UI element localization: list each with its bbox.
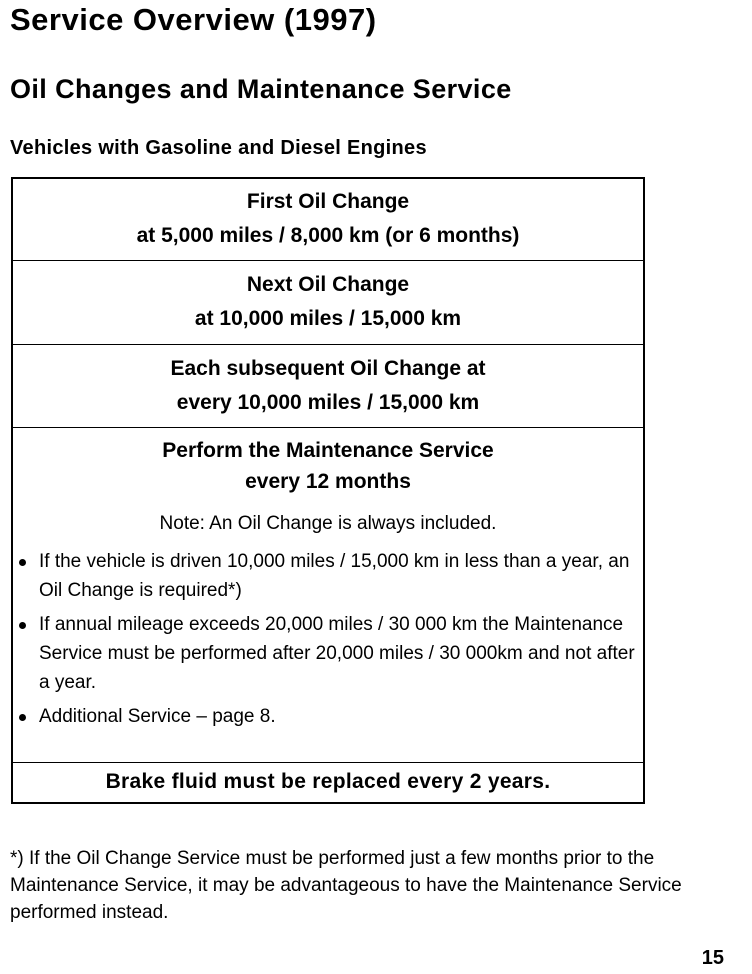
footnote: *) If the Oil Change Service must be performed just a few months prior to the Maintenance Service, it may be advantageous to have the Maintenance Service performed instead.	[10, 848, 682, 923]
maintenance-bullet-list	[13, 547, 643, 731]
first-oil-change-row	[13, 179, 643, 261]
list-item	[13, 610, 643, 697]
page-number: 15	[701, 947, 724, 969]
maintenance-service-heading: Perform the Maintenance Service	[162, 439, 494, 462]
maintenance-service-row	[13, 428, 643, 763]
vehicle-type-label: Vehicles with Gasoline and Diesel Engines	[10, 137, 427, 159]
first-oil-change-heading: First Oil Change	[246, 190, 410, 213]
bullet-text: If annual mileage exceeds 20,000 miles / 30 000 km the Maintenance Service must be performed after 20,000 miles / 30 000km and not after a year.	[39, 614, 635, 693]
bullet-dot-icon	[19, 714, 26, 721]
subsequent-oil-change-row	[13, 345, 643, 428]
list-item	[13, 702, 643, 731]
next-oil-change-heading: Next Oil Change	[246, 273, 410, 296]
subsequent-oil-change-interval: every 10,000 miles / 15,000 km	[176, 391, 480, 414]
next-oil-change-interval: at 10,000 miles / 15,000 km	[194, 307, 462, 330]
subsequent-oil-change-heading: Each subsequent Oil Change at	[170, 357, 486, 380]
next-oil-change-row	[13, 261, 643, 345]
brake-fluid-row	[13, 763, 643, 802]
page-title: Service Overview (1997)	[10, 2, 377, 37]
bullet-dot-icon	[19, 559, 26, 566]
service-schedule-table	[11, 177, 645, 804]
maintenance-service-interval: every 12 months	[245, 470, 411, 493]
first-oil-change-interval: at 5,000 miles / 8,000 km (or 6 months)	[136, 224, 520, 247]
bullet-text: If the vehicle is driven 10,000 miles / 15,000 km in less than a year, an Oil Change is required*)	[39, 551, 630, 601]
bullet-dot-icon	[19, 622, 26, 629]
brake-fluid-notice: Brake fluid must be replaced every 2 years.	[105, 770, 551, 793]
list-item	[13, 547, 643, 605]
maintenance-note: Note: An Oil Change is always included.	[159, 513, 497, 534]
bullet-text: Additional Service – page 8.	[39, 706, 276, 727]
section-subtitle: Oil Changes and Maintenance Service	[10, 74, 512, 104]
